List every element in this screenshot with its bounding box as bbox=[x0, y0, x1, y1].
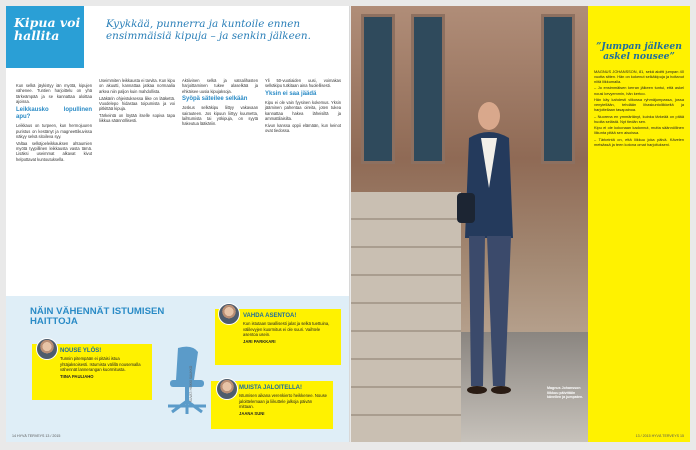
col4-paragraph: Kivun kanssa oppii elämään, kun keinot ovat tiedossa. bbox=[265, 122, 341, 134]
col1-intro: Kun selkä jäykistyy iän myötä, kipujen vähenee. Tuntien harjoittelu on yhä tärkeämpää ja se kannattaa aloittaa ajoissa. bbox=[16, 83, 92, 105]
tips-title: NÄIN VÄHENNÄT ISTUMISEN HAITTOJA bbox=[30, 306, 165, 327]
sidebar-paragraph: – Jo ensimmäisen kerran jälkeen tuntui, että askel nousi kevyemmin, hän kertoo. bbox=[594, 85, 684, 96]
article-column-4 bbox=[265, 78, 341, 290]
stone-wall bbox=[351, 192, 461, 442]
sidebar-paragraph: Hän käy kahdesti viikossa ryhmäjumpassa, jossa venytellään, tehdään lihaskuntoliikkeitä ja harjoitellaan tasapainoa. bbox=[594, 97, 684, 113]
col2-paragraph: Tärkeintä on löytää itselle sopiva tapa liikkua säännöllisesti. bbox=[99, 113, 175, 124]
sidebar-paragraph: – Tärkeintä on, että liikkuu joka päivä. Kävelen metsässä ja teen kotona omat harjoitukseni. bbox=[594, 136, 684, 147]
kicker-box bbox=[6, 6, 84, 68]
expert-avatar bbox=[218, 303, 240, 325]
kicker-text: Kipua voi hallita bbox=[14, 15, 81, 43]
photo-caption: Magnus Johansson liikkuu päivittäin kävellen ja jumpaten. bbox=[547, 386, 584, 400]
left-page bbox=[6, 6, 350, 442]
tip-text: Tunnin pitempään ei pitäisi istua yhtäjaksoisesti. Istumista välillä nousemalla vähennät lannerangan kuormitusta. bbox=[60, 356, 141, 373]
window bbox=[411, 14, 445, 164]
col2-paragraph: Lääkärin ohjeistuksessa liike on lääkettä. Vuodelepo hidastaa toipumista ja voi pitkittää kipuja. bbox=[99, 95, 175, 112]
col4-paragraph: Yli 50-vuotiaiden uusi, voimakas selkäkipu tutkitaan aina huolellisesti. bbox=[265, 78, 341, 89]
col4-paragraph: Kipu ei ole vain fyysinen kokemus. Yksin jääminen pahentaa oireita, joten tukea kannattaa hakea läheisiltä ja ammattilaisilta. bbox=[265, 99, 341, 122]
sidebar-paragraph: Kipu ei ole kokonaan kadonnut, mutta säännöllinen liikunta pitää sen aisoissa. bbox=[594, 125, 684, 136]
sidebar-body bbox=[594, 69, 684, 147]
tip-author: TIINA PAULIAHO bbox=[60, 373, 94, 379]
headline: Kyykkää, punnerra ja kuntoile ennen ensimmäisiä kipuja – ja senkin jälkeen. bbox=[106, 18, 311, 42]
col4-heading: Yksin ei saa jäädä bbox=[265, 90, 317, 97]
article-column-1 bbox=[16, 83, 92, 288]
expert-avatar bbox=[216, 378, 238, 400]
right-page bbox=[351, 6, 690, 442]
sidebar-paragraph: – Nuorena en ymmärtänyt, kuinka tärkeää on pitää huolta selästä. Nyt tiedän sen. bbox=[594, 113, 684, 124]
col2-paragraph: Useimmiten leikkausta ei tarvita. Kun kipu on akuutti, kannattaa jatkaa normaalia arkea niin paljon kuin mahdollista. bbox=[99, 78, 175, 94]
tip-text: Kun istutaan tavallisesti jalat ja selkä tuettuina, välilevyjen kuormitus ei ole suuri. Vaihtele asentoa usein. bbox=[243, 321, 330, 338]
article-column-3 bbox=[182, 78, 258, 290]
sidebar-title: ”Jumpan jälkeen askel nousee” bbox=[596, 41, 682, 63]
window bbox=[541, 14, 575, 164]
page-footer-left: 14 HYVÄ TERVEYS 13 / 2015 bbox=[12, 434, 61, 438]
tip-heading: NOUSE YLÖS! bbox=[60, 348, 102, 354]
tip-author: JAANA SUNI bbox=[239, 410, 265, 416]
photo-credit bbox=[186, 292, 193, 402]
sidebar-story bbox=[588, 6, 690, 442]
col3-heading: Syöpä säteilee selkään bbox=[182, 96, 248, 103]
portrait-photo bbox=[351, 6, 588, 442]
expert-avatar bbox=[36, 338, 58, 360]
tip-author: JARI PARKKARI bbox=[243, 338, 276, 344]
col1-paragraph: Valtaa selkäjoeleikkauksen ahtaumien myötä tyypillinen leikkausta vasta tämä. Lisäksi useimmat alkavat kivut helpottavat kuntoutuksella. bbox=[16, 140, 92, 162]
col3-paragraph: Aktiivinen selkä ja vatsalihasten harjoittaminen tukee alaselkää ja ehkäisee uusia kipujaksoja. bbox=[182, 78, 258, 94]
col3-paragraph: Joskus selkäkipu liittyy vakavaan sairauteen. Jos kipuun liittyy kuumetta, laihtumista tai yökipuja, on syytä hakeutua lääkäriin. bbox=[182, 105, 258, 127]
col1-heading: Leikkausko lopullinen apu? bbox=[16, 106, 92, 121]
man-figure bbox=[451, 98, 521, 398]
page-footer-right: 13 / 2015 HYVÄ TERVEYS 15 bbox=[635, 434, 684, 438]
photo-credit-text: KUVAT: HEIKKI SAUKKO bbox=[189, 365, 193, 402]
tip-heading: MUISTA JALOITELLA! bbox=[239, 385, 302, 391]
sidebar-paragraph: MAGNUS JOHANSSON, 81, sekä aloitti jumpan 40 vuotta sitten. Hän on kokenut selkäkipuja ja hoitanut niitä liikkumalla. bbox=[594, 68, 684, 84]
tip-text: Istumisen aikana verenkierto heikkenee. Nouse jaloittelemaan ja liikuttele jalkoja päivän mittaan. bbox=[239, 393, 327, 410]
tip-heading: VAHDA ASENTOA! bbox=[243, 313, 297, 319]
col1-paragraph: Leikkaus on turpeen, kun hermojuuren puristus on kestänyt ja magneettikuvissa näkyy selvä sitoileva syy. bbox=[16, 123, 92, 139]
article-column-2 bbox=[99, 78, 175, 290]
window bbox=[361, 14, 395, 164]
